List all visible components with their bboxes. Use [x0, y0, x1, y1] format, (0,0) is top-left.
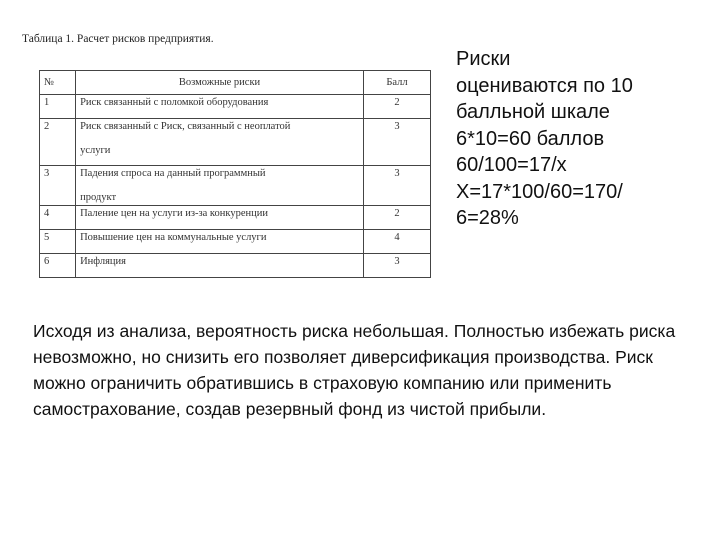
row-num: 2: [40, 119, 76, 166]
risk-score-note: [456, 46, 711, 232]
note-line: Риски: [456, 48, 511, 70]
header-risk: Возможные риски: [76, 71, 364, 95]
row-risk-text-continued: продукт: [80, 192, 117, 203]
note-line: 6*10=60 баллов: [456, 127, 605, 150]
row-score: 2: [363, 95, 430, 119]
note-line: 6=28%: [456, 207, 519, 229]
note-line: Х=17*100/60=170/: [456, 180, 623, 203]
row-risk: [76, 206, 364, 230]
row-score: 4: [363, 230, 430, 254]
header-score: Балл: [363, 71, 430, 95]
table-row: [40, 119, 431, 166]
note-line: балльной шкале: [456, 101, 610, 123]
header-num: №: [40, 71, 76, 95]
row-num: 6: [40, 254, 76, 278]
table-row: [40, 95, 431, 119]
row-risk-text: Риск связанный с Риск, связанный с неоплатой: [80, 121, 291, 132]
table-row: [40, 230, 431, 254]
row-risk: [76, 230, 364, 254]
row-score: 3: [363, 254, 430, 278]
row-risk-text: Падения спроса на данный программный: [80, 168, 266, 179]
row-risk-text: Риск связанный с поломкой оборудования: [80, 97, 269, 108]
table-header-row: [40, 71, 431, 95]
risk-table: [39, 70, 431, 278]
row-num: 5: [40, 230, 76, 254]
row-risk-text: Паление цен на услуги из-за конкуренции: [80, 208, 268, 219]
row-score: 2: [363, 206, 430, 230]
table-caption: Таблица 1. Расчет рисков предприятия.: [22, 33, 214, 45]
note-line: оцениваются по 10: [456, 74, 633, 97]
table-row: [40, 166, 431, 206]
row-score: 3: [363, 166, 430, 206]
row-risk-text: Повышение цен на коммунальные услуги: [80, 232, 267, 243]
row-num: 4: [40, 206, 76, 230]
row-risk: [76, 166, 364, 206]
row-risk: [76, 254, 364, 278]
table-row: [40, 254, 431, 278]
row-risk: [76, 95, 364, 119]
row-num: 3: [40, 166, 76, 206]
note-line: 60/100=17/х: [456, 154, 567, 176]
conclusion-paragraph: Исходя из анализа, вероятность риска небольшая. Полностью избежать риска невозможно, но снизить его позволяет диверсификация производства. Риск можно ограничить обратившись в страховую компанию или применить самострахование, создав резервный фонд из чистой прибыли.: [33, 321, 676, 419]
row-risk-text-continued: услуги: [80, 145, 111, 156]
row-num: 1: [40, 95, 76, 119]
row-risk: [76, 119, 364, 166]
table-row: [40, 206, 431, 230]
row-score: 3: [363, 119, 430, 166]
row-risk-text: Инфляция: [80, 256, 126, 267]
